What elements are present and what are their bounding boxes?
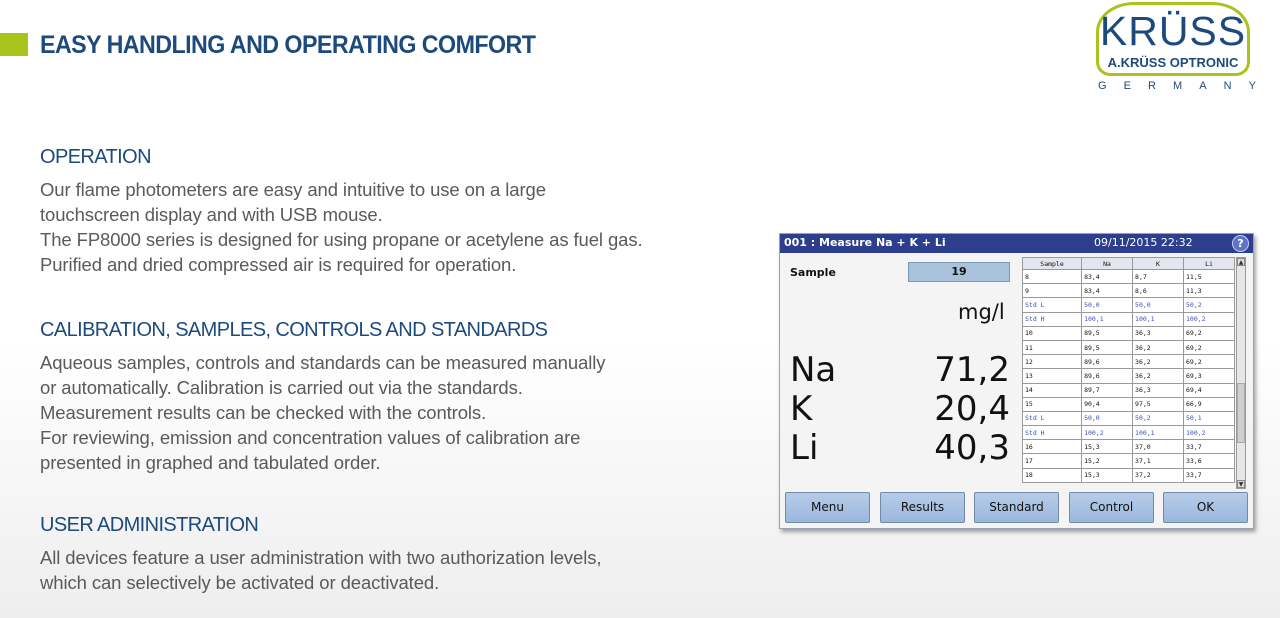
logo-badge (1096, 2, 1250, 76)
logo-subtitle: A.KRÜSS OPTRONIC (1107, 55, 1239, 70)
logo-letter: G (1098, 80, 1107, 92)
standard-button[interactable]: Standard (974, 492, 1059, 523)
section-body: All devices feature a user administration with two authorization levels, which can selectively be activated or deactivated. (40, 547, 602, 593)
section-body: Our flame photometers are easy and intuitive to use on a large touchscreen display and with USB mouse. The FP8000 series is designed for using propane or acetylene as fuel gas. Purified and dried compressed air is required for operation. (40, 179, 643, 275)
logo-letter: E (1123, 80, 1131, 92)
screen-titlebar (780, 234, 1253, 253)
table-row[interactable] (1023, 355, 1235, 369)
column-header[interactable]: Li (1184, 258, 1235, 270)
table-cell: Std L (1023, 411, 1082, 425)
table-cell: 100,1 (1133, 312, 1184, 326)
table-row[interactable] (1023, 397, 1235, 411)
table-cell: 36,2 (1133, 369, 1184, 383)
screen-datetime: 09/11/2015 22:32 (1094, 236, 1193, 249)
table-cell: 50,0 (1133, 298, 1184, 312)
table-cell: 17 (1023, 454, 1082, 468)
table-row[interactable] (1023, 454, 1235, 468)
table-cell: 11,5 (1184, 270, 1235, 284)
table-cell: 90,4 (1082, 397, 1133, 411)
menu-button[interactable]: Menu (785, 492, 870, 523)
table-cell: 14 (1023, 383, 1082, 397)
table-cell: 15,2 (1082, 454, 1133, 468)
table-cell: Std H (1023, 312, 1082, 326)
table-cell: Std L (1023, 298, 1082, 312)
table-cell: 36,3 (1133, 326, 1184, 340)
table-cell: 50,2 (1184, 298, 1235, 312)
table-row[interactable] (1023, 298, 1235, 312)
logo-letter: Y (1248, 80, 1256, 92)
table-cell: 100,1 (1133, 426, 1184, 440)
table-cell: 69,2 (1184, 340, 1235, 354)
table-cell: 10 (1023, 326, 1082, 340)
table-cell: 9 (1023, 284, 1082, 298)
table-cell: 16 (1023, 440, 1082, 454)
table-header-row (1023, 258, 1235, 270)
table-row[interactable] (1023, 426, 1235, 440)
table-cell: 50,2 (1133, 411, 1184, 425)
table-cell: 69,3 (1184, 369, 1235, 383)
results-table (1022, 257, 1235, 483)
column-header[interactable]: Na (1082, 258, 1133, 270)
results-button[interactable]: Results (880, 492, 965, 523)
table-cell: 11 (1023, 340, 1082, 354)
logo-letter: N (1223, 80, 1232, 92)
table-cell: 50,0 (1082, 298, 1133, 312)
table-cell: 97,5 (1133, 397, 1184, 411)
logo-word: KRÜSS (1099, 8, 1247, 54)
table-row[interactable] (1023, 369, 1235, 383)
table-cell: Std H (1023, 426, 1082, 440)
column-header[interactable]: Sample (1023, 258, 1082, 270)
logo-country (1098, 80, 1256, 92)
table-row[interactable] (1023, 284, 1235, 298)
logo-letter: R (1148, 80, 1156, 92)
table-cell: 37,2 (1133, 468, 1184, 482)
table-cell: 69,2 (1184, 326, 1235, 340)
table-row[interactable] (1023, 270, 1235, 284)
table-cell: 15 (1023, 397, 1082, 411)
screen-title: 001 : Measure Na + K + Li (784, 236, 946, 249)
scroll-thumb[interactable] (1237, 383, 1245, 443)
element-label: Na (790, 350, 837, 390)
table-cell: 69,4 (1184, 383, 1235, 397)
table-row[interactable] (1023, 340, 1235, 354)
logo-letter: M (1173, 80, 1183, 92)
element-value: 40,3 (934, 428, 1010, 468)
table-cell: 89,6 (1082, 369, 1133, 383)
table-cell: 100,1 (1082, 312, 1133, 326)
table-cell: 83,4 (1082, 284, 1133, 298)
control-button[interactable]: Control (1069, 492, 1154, 523)
ok-button[interactable]: OK (1163, 492, 1248, 523)
unit-label: mg/l (958, 300, 1005, 324)
table-cell: 89,5 (1082, 326, 1133, 340)
table-row[interactable] (1023, 383, 1235, 397)
scroll-up-icon[interactable]: ▲ (1238, 259, 1244, 266)
section-heading: OPERATION (40, 146, 151, 168)
section-user-administration (40, 514, 720, 595)
table-cell: 13 (1023, 369, 1082, 383)
table-cell: 69,2 (1184, 355, 1235, 369)
table-cell: 37,1 (1133, 454, 1184, 468)
table-cell: 37,0 (1133, 440, 1184, 454)
table-cell: 8 (1023, 270, 1082, 284)
device-screenshot (779, 233, 1254, 529)
table-cell: 8,6 (1133, 284, 1184, 298)
table-cell: 66,9 (1184, 397, 1235, 411)
table-cell: 15,3 (1082, 440, 1133, 454)
element-value: 20,4 (934, 389, 1010, 429)
table-row[interactable] (1023, 440, 1235, 454)
column-header[interactable]: K (1133, 258, 1184, 270)
sample-label: Sample (790, 266, 836, 279)
table-cell: 18 (1023, 468, 1082, 482)
table-row[interactable] (1023, 312, 1235, 326)
section-operation (40, 146, 720, 277)
table-cell: 36,3 (1133, 383, 1184, 397)
element-label: K (790, 389, 813, 429)
table-row[interactable] (1023, 468, 1235, 482)
table-cell: 89,7 (1082, 383, 1133, 397)
table-cell: 36,2 (1133, 340, 1184, 354)
table-cell: 11,3 (1184, 284, 1235, 298)
table-cell: 33,7 (1184, 468, 1235, 482)
table-cell: 50,1 (1184, 411, 1235, 425)
element-label: Li (790, 428, 819, 468)
table-cell: 15,3 (1082, 468, 1133, 482)
table-cell: 83,4 (1082, 270, 1133, 284)
table-cell: 36,2 (1133, 355, 1184, 369)
section-body: Aqueous samples, controls and standards can be measured manually or automatically. Calibration is carried out via the standards. Measurement results can be checked with the controls. For reviewing, emission and concentration values of calibration are presented in graphed and tabulated order. (40, 352, 606, 473)
table-row[interactable] (1023, 326, 1235, 340)
table-cell: 33,7 (1184, 440, 1235, 454)
table-cell: 100,2 (1184, 426, 1235, 440)
page-title: EASY HANDLING AND OPERATING COMFORT (40, 31, 536, 59)
section-calibration (40, 319, 720, 475)
table-cell: 8,7 (1133, 270, 1184, 284)
kruss-logo (1086, 2, 1256, 94)
table-cell: 100,2 (1082, 426, 1133, 440)
table-cell: 100,2 (1184, 312, 1235, 326)
table-scrollbar[interactable] (1236, 257, 1246, 489)
table-cell: 89,5 (1082, 340, 1133, 354)
accent-bar (0, 33, 28, 56)
section-heading: USER ADMINISTRATION (40, 514, 259, 536)
help-icon[interactable]: ? (1232, 235, 1249, 252)
element-value: 71,2 (934, 350, 1010, 390)
sample-value-field[interactable]: 19 (908, 262, 1010, 282)
table-cell: 12 (1023, 355, 1082, 369)
section-heading: CALIBRATION, SAMPLES, CONTROLS AND STANDARDS (40, 319, 548, 341)
table-cell: 50,0 (1082, 411, 1133, 425)
table-cell: 33,6 (1184, 454, 1235, 468)
scroll-down-icon[interactable]: ▼ (1238, 481, 1244, 488)
logo-letter: A (1199, 80, 1207, 92)
table-row[interactable] (1023, 411, 1235, 425)
table-cell: 89,6 (1082, 355, 1133, 369)
